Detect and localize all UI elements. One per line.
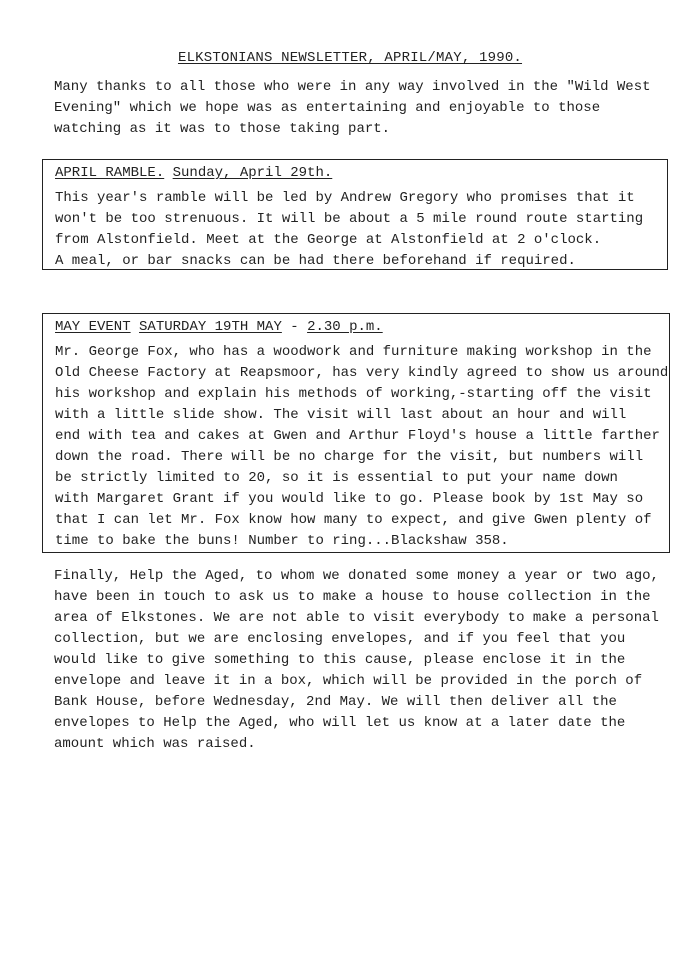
help-the-aged-paragraph [54, 566, 674, 755]
paragraph-line: his workshop and explain his methods of working,-starting off the visit [55, 386, 652, 402]
paragraph-line: Old Cheese Factory at Reapsmoor, has very kindly agreed to show us around [55, 365, 669, 381]
paragraph-line: Many thanks to all those who were in any way involved in the "Wild West [54, 79, 651, 95]
may-event-heading [55, 318, 383, 336]
paragraph-line: down the road. There will be no charge for the visit, but numbers will [55, 449, 644, 465]
may-event-date: SATURDAY 19TH MAY [139, 319, 282, 335]
paragraph-line: collection, but we are enclosing envelopes, and if you feel that you [54, 631, 626, 647]
paragraph-line: Mr. George Fox, who has a woodwork and furniture making workshop in the [55, 344, 652, 360]
april-ramble-heading [55, 164, 332, 182]
paragraph-line: with a little slide show. The visit will last about an hour and will [55, 407, 627, 423]
newsletter-title [0, 50, 700, 66]
may-event-title: MAY EVENT [55, 319, 131, 335]
paragraph-line: watching as it was to those taking part. [54, 121, 391, 137]
paragraph-line: that I can let Mr. Fox know how many to expect, and give Gwen plenty of [55, 512, 652, 528]
april-ramble-box [42, 159, 668, 270]
paragraph-line: This year's ramble will be led by Andrew Gregory who promises that it [55, 190, 635, 206]
paragraph-line: time to bake the buns! Number to ring...Blackshaw 358. [55, 533, 509, 549]
paragraph-line: end with tea and cakes at Gwen and Arthur Floyd's house a little farther [55, 428, 660, 444]
paragraph-line: Finally, Help the Aged, to whom we donated some money a year or two ago, [54, 568, 659, 584]
paragraph-line: A meal, or bar snacks can be had there beforehand if required. [55, 253, 576, 269]
paragraph-line: amount which was raised. [54, 736, 256, 752]
paragraph-line: would like to give something to this cause, please enclose it in the [54, 652, 626, 668]
paragraph-line: area of Elkstones. We are not able to visit everybody to make a personal [54, 610, 659, 626]
paragraph-line: with Margaret Grant if you would like to go. Please book by 1st May so [55, 491, 644, 507]
paragraph-line: Evening" which we hope was as entertaining and enjoyable to those [54, 100, 601, 116]
paragraph-line: Bank House, before Wednesday, 2nd May. We will then deliver all the [54, 694, 617, 710]
intro-paragraph [54, 77, 674, 140]
paragraph-line: from Alstonfield. Meet at the George at Alstonfield at 2 o'clock. [55, 232, 602, 248]
newsletter-title-text: ELKSTONIANS NEWSLETTER, APRIL/MAY, 1990. [177, 50, 523, 66]
april-ramble-body [55, 188, 643, 272]
april-ramble-date: Sunday, April 29th. [172, 165, 333, 181]
may-event-body [55, 342, 668, 552]
paragraph-line: be strictly limited to 20, so it is essential to put your name down [55, 470, 618, 486]
paragraph-line: envelopes to Help the Aged, who will let us know at a later date the [54, 715, 626, 731]
may-event-separator: - [290, 319, 308, 335]
paragraph-line: envelope and leave it in a box, which will be provided in the porch of [54, 673, 643, 689]
paragraph-line: won't be too strenuous. It will be about a 5 mile round route starting [55, 211, 644, 227]
may-event-box [42, 313, 670, 553]
may-event-time: 2.30 p.m. [307, 319, 383, 335]
paragraph-line: have been in touch to ask us to make a house to house collection in the [54, 589, 651, 605]
april-ramble-title: APRIL RAMBLE. [55, 165, 165, 181]
